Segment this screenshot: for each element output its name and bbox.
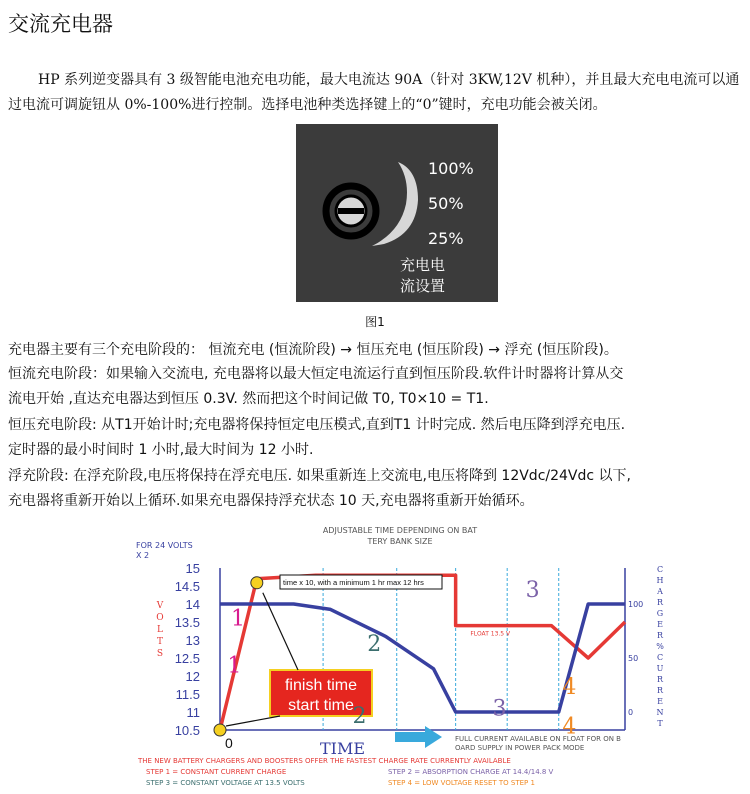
right-axis-label-letter: N [656, 708, 664, 717]
y-tick-label: 12 [185, 669, 200, 684]
knob-label-50: 50% [428, 194, 464, 213]
right-axis-label-letter: C [656, 653, 664, 662]
footer-note-line2: OARD SUPPLY IN POWER PACK MODE [455, 744, 585, 752]
knob-label-25: 25% [428, 229, 464, 248]
knob-icon [326, 162, 418, 246]
stage-number: 2 [367, 631, 382, 657]
charging-stage-chart [130, 520, 670, 790]
y-tick-label: 14.5 [174, 579, 200, 594]
legend-headline: THE NEW BATTERY CHARGERS AND BOOSTERS OFFER THE FASTEST CHARGE RATE CURRENTLY AVAILABLE [138, 757, 511, 765]
y-axis-label-letter: O [156, 613, 164, 623]
stage-number: 3 [525, 577, 540, 603]
right-axis-label-letter: A [657, 587, 663, 596]
stage-number: 2 [352, 703, 367, 729]
legend-step: STEP 2 = ABSORPTION CHARGE AT 14.4/14.8 V [388, 768, 554, 776]
stage-number: 4 [562, 714, 577, 740]
right-axis-label-letter: G [656, 609, 664, 618]
y-axis-label-letter: S [156, 649, 164, 659]
y-tick-label: 12.5 [174, 651, 200, 666]
chart-title-line2: TERY BANK SIZE [367, 537, 433, 546]
legend-step: STEP 3 = CONSTANT VOLTAGE AT 13.5 VOLTS [146, 779, 305, 787]
y-axis-label-letter: T [156, 637, 164, 647]
text-line-float-1: 浮充阶段: 在浮充阶段,电压将保持在浮充电压. 如果重新连上交流电,电压将降到 12Vdc/24Vdc 以下, [8, 468, 631, 484]
knob-caption-line2: 流设置 [400, 277, 446, 295]
right-axis-label-letter: E [657, 620, 663, 629]
y-tick-label: 11.5 [175, 687, 200, 702]
text-line-stages: 充电器主要有三个充电阶段的： 恒流充电 (恒流阶段) → 恒压充电 (恒压阶段) → 浮充 (恒压阶段)。 [8, 342, 618, 358]
page-heading: 交流充电器 [8, 12, 113, 36]
float-annotation: FLOAT 13.5 V [470, 630, 511, 638]
finish-marker [251, 577, 263, 589]
paragraph-intro: HP 系列逆变器具有 3 级智能电池充电功能，最大电流达 90A（针对 3KW,12V 机种），并且最大充电电流可以通过电流可调旋钮从 0%-100%进行控制。选择电池种类选择键上的“0”键时，充电功能会被关闭。 [8, 72, 740, 113]
x-axis-label: TIME [320, 739, 366, 758]
chart-subtitle: FOR 24 VOLTS [136, 541, 193, 550]
legend-step: STEP 1 = CONSTANT CURRENT CHARGE [146, 768, 287, 776]
y-tick-label: 15 [185, 561, 200, 576]
text-line-float-2: 充电器将重新开始以上循环.如果充电器保持浮充状态 10 天,充电器将重新开始循环。 [8, 493, 534, 509]
x-origin-label: 0 [225, 735, 233, 751]
right-axis-label-letter: U [656, 664, 664, 673]
legend-step: STEP 4 = LOW VOLTAGE RESET TO STEP 1 [388, 779, 535, 787]
text-line-cv-1: 恒压充电阶段: 从T1开始计时;充电器将保持恒定电压模式,直到T1 计时完成. 然后电压降到浮充电压. [8, 417, 626, 433]
text-line-cc-2: 流电开始 ,直达充电器达到恒压 0.3V. 然而把这个时间记做 T0, T0×10 = T1. [8, 391, 489, 407]
right-tick-label: 100 [628, 600, 644, 609]
y-tick-label: 11 [186, 705, 200, 720]
text-line-cv-2: 定时器的最小时间时 1 小时,最大时间为 12 小时. [8, 442, 314, 458]
y-axis-label-letter: V [156, 601, 164, 611]
right-axis-label-letter: T [657, 719, 663, 728]
start-pointer-line [226, 716, 280, 726]
right-axis-label-letter: R [656, 598, 664, 607]
right-tick-label: 0 [628, 708, 634, 717]
y-tick-label: 13 [185, 633, 200, 648]
y-tick-label: 13.5 [174, 615, 200, 630]
figure-caption: 图1 [365, 315, 385, 329]
charge-current-knob-figure [296, 124, 498, 302]
y-tick-label: 14 [185, 597, 200, 612]
right-axis-label-letter: R [656, 686, 664, 695]
stage-number: 1 [227, 653, 242, 679]
right-axis-label-letter: H [656, 576, 664, 585]
right-axis-label-letter: R [656, 675, 664, 684]
finish-time-label: finish time [284, 677, 358, 694]
knob-caption-line1: 充电电 [400, 256, 446, 274]
stage-number: 1 [231, 606, 246, 632]
start-time-label: start time [288, 697, 354, 714]
knob-label-100: 100% [428, 159, 474, 178]
right-axis-label-letter: % [656, 642, 664, 651]
y-axis-label-letter: L [157, 625, 163, 635]
right-axis-label-letter: C [656, 565, 664, 574]
chart-title: ADJUSTABLE TIME DEPENDING ON BAT [322, 526, 478, 535]
right-axis-label-letter: E [657, 697, 663, 706]
time-annotation: time x 10, with a minimum 1 hr max 12 hrs [283, 578, 424, 587]
right-axis-label-letter: R [656, 631, 664, 640]
right-tick-label: 50 [628, 654, 639, 663]
y-tick-label: 10.5 [174, 723, 200, 738]
text-line-cc-1: 恒流充电阶段：如果输入交流电, 充电器将以最大恒定电流运行直到恒压阶段.软件计时器将计算从交 [8, 366, 624, 382]
footer-note: FULL CURRENT AVAILABLE ON FLOAT FOR ON B [455, 735, 621, 743]
chart-subtitle-line2: X 2 [136, 551, 150, 560]
stage-number: 3 [492, 696, 507, 722]
stage-number: 4 [562, 675, 577, 700]
